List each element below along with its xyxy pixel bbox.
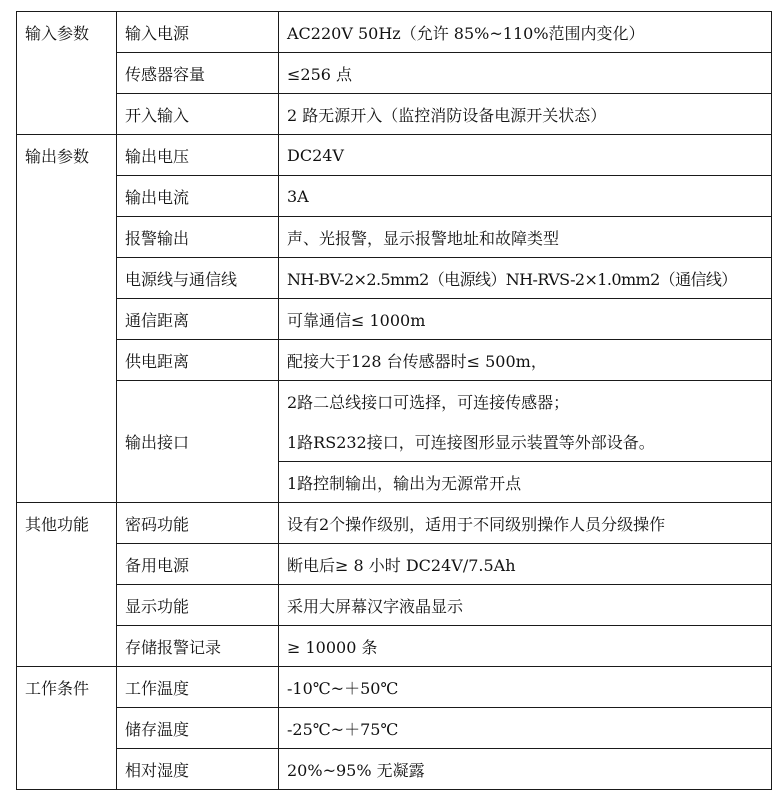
table-row [17, 176, 772, 217]
param-value: DC24V [279, 135, 772, 176]
param-name: 存储报警记录 [117, 626, 279, 667]
param-name: 显示功能 [117, 585, 279, 626]
param-name: 输出接口 [117, 381, 279, 503]
table-row [17, 53, 772, 94]
spec-table [16, 11, 772, 790]
param-value: 声、光报警，显示报警地址和故障类型 [279, 217, 772, 258]
group-label-conditions: 工作条件 [17, 667, 117, 790]
table-row [17, 94, 772, 135]
param-name: 工作温度 [117, 667, 279, 708]
param-name: 输入电源 [117, 12, 279, 53]
param-value: 20%~95% 无凝露 [279, 749, 772, 790]
param-value: NH-BV-2×2.5mm2（电源线）NH-RVS-2×1.0mm2（通信线） [279, 258, 772, 299]
table-row [17, 381, 772, 422]
table-row [17, 258, 772, 299]
param-value: 2路二总线接口可选择，可连接传感器； [279, 381, 772, 422]
param-value: 设有2个操作级别，适用于不同级别操作人员分级操作 [279, 503, 772, 544]
param-name: 通信距离 [117, 299, 279, 340]
table-row [17, 667, 772, 708]
param-value: 可靠通信≤ 1000m [279, 299, 772, 340]
param-name: 传感器容量 [117, 53, 279, 94]
group-label-input: 输入参数 [17, 12, 117, 135]
table-row [17, 299, 772, 340]
param-value: 1路RS232接口，可连接图形显示装置等外部设备。 [279, 421, 772, 462]
param-value: 采用大屏幕汉字液晶显示 [279, 585, 772, 626]
table-row [17, 544, 772, 585]
param-name: 储存温度 [117, 708, 279, 749]
table-row [17, 708, 772, 749]
table-row [17, 340, 772, 381]
param-value: 2 路无源开入（监控消防设备电源开关状态） [279, 94, 772, 135]
param-name: 供电距离 [117, 340, 279, 381]
param-value: 配接大于128 台传感器时≤ 500m， [279, 340, 772, 381]
param-name: 报警输出 [117, 217, 279, 258]
table-row [17, 626, 772, 667]
param-name: 备用电源 [117, 544, 279, 585]
param-value: -10℃~＋50℃ [279, 667, 772, 708]
table-row [17, 135, 772, 176]
param-value: 断电后≥ 8 小时 DC24V/7.5Ah [279, 544, 772, 585]
param-value: ≥ 10000 条 [279, 626, 772, 667]
table-row [17, 12, 772, 53]
param-name: 相对湿度 [117, 749, 279, 790]
table-row [17, 585, 772, 626]
group-label-output: 输出参数 [17, 135, 117, 503]
table-row [17, 749, 772, 790]
param-name: 输出电压 [117, 135, 279, 176]
param-value: AC220V 50Hz（允许 85%~110%范围内变化） [279, 12, 772, 53]
param-name: 开入输入 [117, 94, 279, 135]
param-value: 3A [279, 176, 772, 217]
param-value: 1路控制输出，输出为无源常开点 [279, 462, 772, 503]
param-value: ≤256 点 [279, 53, 772, 94]
param-value: -25℃~＋75℃ [279, 708, 772, 749]
group-label-other: 其他功能 [17, 503, 117, 667]
param-name: 输出电流 [117, 176, 279, 217]
param-name: 电源线与通信线 [117, 258, 279, 299]
param-name: 密码功能 [117, 503, 279, 544]
table-row [17, 503, 772, 544]
table-row [17, 217, 772, 258]
